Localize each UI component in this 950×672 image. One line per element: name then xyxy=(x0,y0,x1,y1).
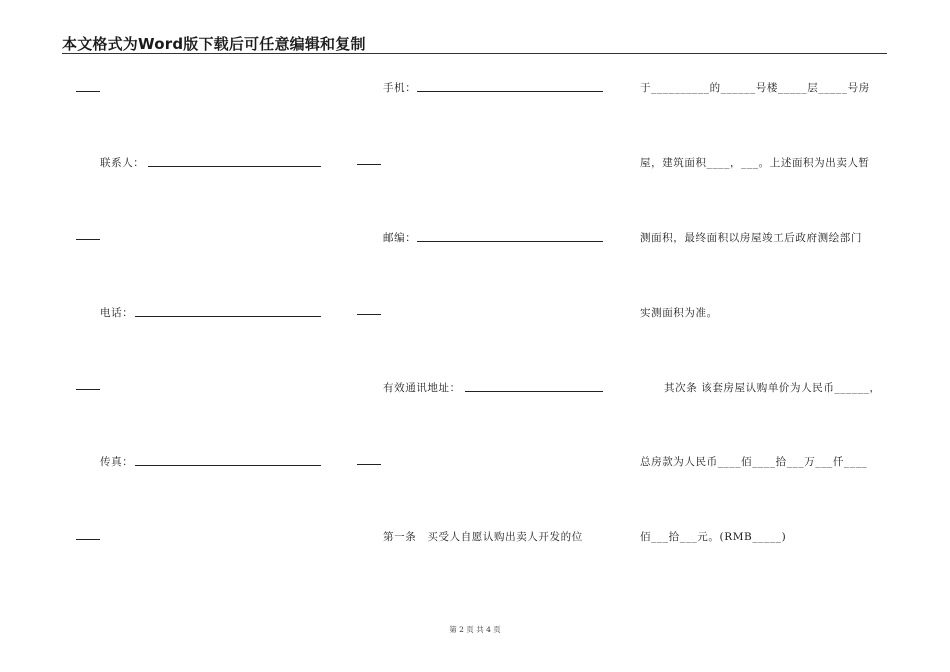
header-title: 本文格式为Word版下载后可任意编辑和复制 xyxy=(62,35,366,53)
address-label: 有效通讯地址： xyxy=(383,382,461,394)
blank-line-2 xyxy=(76,239,100,240)
blank-line-4 xyxy=(76,539,100,540)
postcode-label: 邮编： xyxy=(383,232,417,244)
article-line-5: 其次条 该套房屋认购单价为人民币______， xyxy=(664,382,881,394)
article-1-text: 第一条 买受人自愿认购出卖人开发的位 xyxy=(383,531,583,543)
phone-label: 电话： xyxy=(100,307,134,319)
blank-line-1 xyxy=(76,91,100,92)
fax-field xyxy=(135,465,321,466)
article-line-4: 实测面积为准。 xyxy=(640,307,718,319)
phone-field xyxy=(135,316,321,317)
mobile-field xyxy=(417,91,603,92)
blank-line-7 xyxy=(357,464,381,465)
page-number: 第 2 页 共 4 页 xyxy=(449,625,501,634)
contact-label: 联系人： xyxy=(100,157,145,169)
article-line-7: 佰___拾___元。(RMB_____) xyxy=(640,531,787,543)
article-line-6: 总房款为人民币____佰____拾___万___仟____ xyxy=(640,456,868,468)
blank-line-5 xyxy=(357,164,381,165)
article-line-3: 测面积，最终面积以房屋竣工后政府测绘部门 xyxy=(640,232,862,244)
fax-label: 传真： xyxy=(100,456,134,468)
contact-field xyxy=(148,166,321,167)
article-line-1: 于__________的______号楼_____层_____号房 xyxy=(640,82,870,94)
postcode-field xyxy=(417,241,603,242)
article-line-2: 屋，建筑面积____，___。上述面积为出卖人暂 xyxy=(640,157,870,169)
blank-line-6 xyxy=(357,314,381,315)
mobile-label: 手机： xyxy=(383,82,417,94)
blank-line-3 xyxy=(76,389,100,390)
header-rule xyxy=(62,53,887,54)
address-field xyxy=(465,391,603,392)
